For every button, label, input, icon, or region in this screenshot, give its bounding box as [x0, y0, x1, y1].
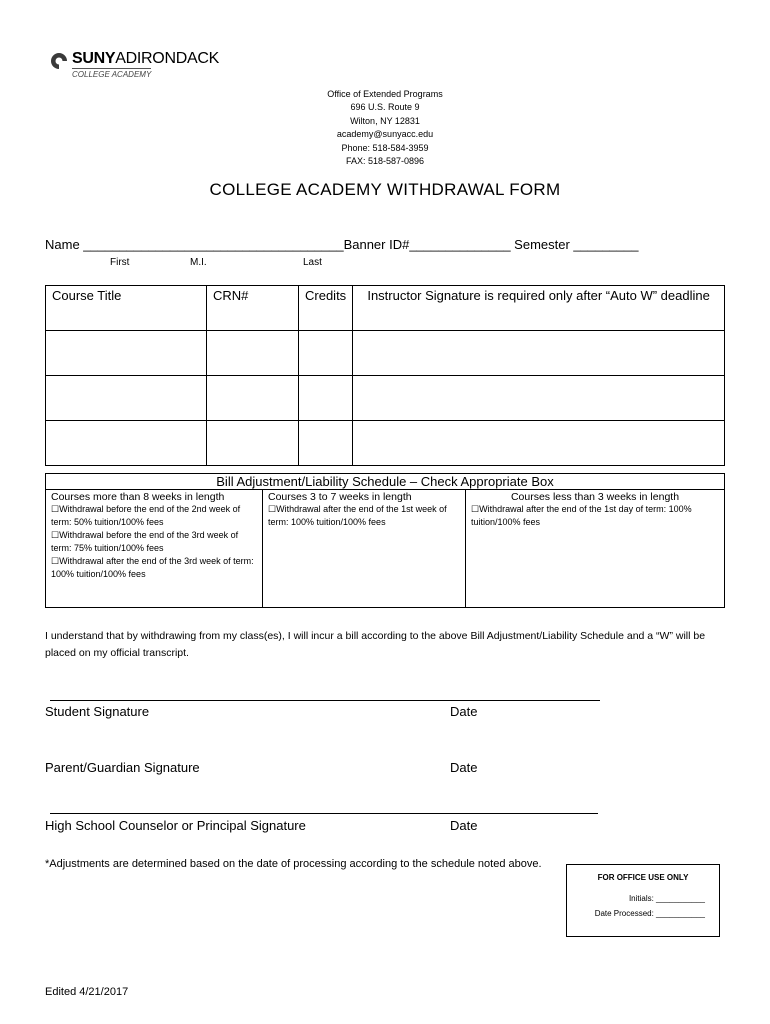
logo-mark-icon: [50, 52, 68, 70]
street: 696 U.S. Route 9: [350, 102, 420, 113]
student-signature-label: Student Signature: [45, 704, 150, 719]
initials-field[interactable]: Initials: ___________: [628, 894, 705, 903]
course-table: [45, 285, 725, 466]
first-label: First: [110, 257, 130, 268]
instructor-signature-cell[interactable]: [353, 421, 725, 466]
course-title-cell[interactable]: [46, 376, 207, 421]
col1-header: Courses more than 8 weeks in length: [51, 491, 225, 503]
name-banner-semester-line[interactable]: Name ____________________________________Banner ID#______________ Semester _________: [45, 237, 639, 252]
option-1st-week[interactable]: ☐Withdrawal after the end of the 1st week of term: 100% tuition/100% fees: [268, 504, 447, 527]
office-name: Office of Extended Programs: [327, 89, 443, 99]
student-date-label: Date: [450, 704, 478, 719]
instructor-signature-cell[interactable]: [353, 376, 725, 421]
instructor-signature-cell[interactable]: [353, 331, 725, 376]
option-3rd-week-after[interactable]: ☐Withdrawal after the end of the 3rd week of term: 100% tuition/100% fees: [51, 556, 254, 579]
edited-date: Edited 4/21/2017: [45, 986, 129, 998]
office-use-header: FOR OFFICE USE ONLY: [597, 873, 689, 882]
bill-schedule-header: Bill Adjustment/Liability Schedule – Check Appropriate Box: [46, 474, 725, 490]
adjustment-note: *Adjustments are determined based on the date of processing according to the schedule noted above.: [45, 858, 542, 870]
option-1st-day[interactable]: ☐Withdrawal after the end of the 1st day of term: 100% tuition/100% fees: [471, 504, 692, 527]
credits-cell[interactable]: [299, 376, 353, 421]
counselor-signature-label: High School Counselor or Principal Signature: [45, 818, 306, 833]
col3-header: Courses less than 3 weeks in length: [510, 491, 680, 503]
option-2nd-week[interactable]: ☐Withdrawal before the end of the 2nd week of term: 50% tuition/100% fees: [51, 504, 241, 527]
office-address: [0, 88, 770, 168]
table-header-row: [46, 286, 725, 331]
table-row: [46, 376, 725, 421]
credits-cell[interactable]: [299, 331, 353, 376]
city: Wilton, NY 12831: [350, 115, 420, 126]
header-crn: CRN#: [207, 286, 299, 331]
header-instructor-signature: Instructor Signature is required only after “Auto W” deadline: [353, 286, 725, 331]
crn-cell[interactable]: [207, 376, 299, 421]
col2-header: Courses 3 to 7 weeks in length: [268, 491, 412, 503]
mi-label: M.I.: [190, 257, 207, 268]
crn-cell[interactable]: [207, 421, 299, 466]
table-row: [46, 331, 725, 376]
header-course-title: Course Title: [46, 286, 207, 331]
acknowledgement-statement: I understand that by withdrawing from my class(es), I will incur a bill according to the above Bill Adjustment/Liability Schedule and a “W” will be placed on my official transcript.: [45, 630, 706, 659]
form-title: COLLEGE ACADEMY WITHDRAWAL FORM: [209, 180, 561, 199]
table-row: [46, 421, 725, 466]
course-title-cell[interactable]: [46, 421, 207, 466]
course-title-cell[interactable]: [46, 331, 207, 376]
office-use-box: [566, 864, 720, 937]
email: academy@sunyacc.edu: [336, 129, 434, 140]
student-signature-line[interactable]: [50, 700, 600, 701]
fax: FAX: 518-587-0896: [345, 156, 425, 167]
header-credits: Credits: [299, 286, 353, 331]
date-processed-field[interactable]: Date Processed: ___________: [594, 909, 705, 918]
counselor-date-label: Date: [450, 818, 478, 833]
bill-col-long: [46, 490, 263, 608]
option-3rd-week-before[interactable]: ☐Withdrawal before the end of the 3rd week of term: 75% tuition/100% fees: [51, 530, 239, 553]
counselor-signature-line[interactable]: [50, 813, 598, 814]
logo-name: SUNYADIRONDACK: [72, 50, 219, 67]
last-label: Last: [303, 257, 322, 268]
bill-schedule-table: [45, 473, 725, 608]
parent-date-label: Date: [450, 760, 478, 775]
logo-subtitle: COLLEGE ACADEMY: [72, 70, 152, 79]
credits-cell[interactable]: [299, 421, 353, 466]
phone: Phone: 518-584-3959: [341, 142, 429, 153]
crn-cell[interactable]: [207, 331, 299, 376]
bill-col-short: [466, 490, 725, 608]
parent-signature-label: Parent/Guardian Signature: [45, 760, 200, 775]
bill-col-medium: [263, 490, 466, 608]
